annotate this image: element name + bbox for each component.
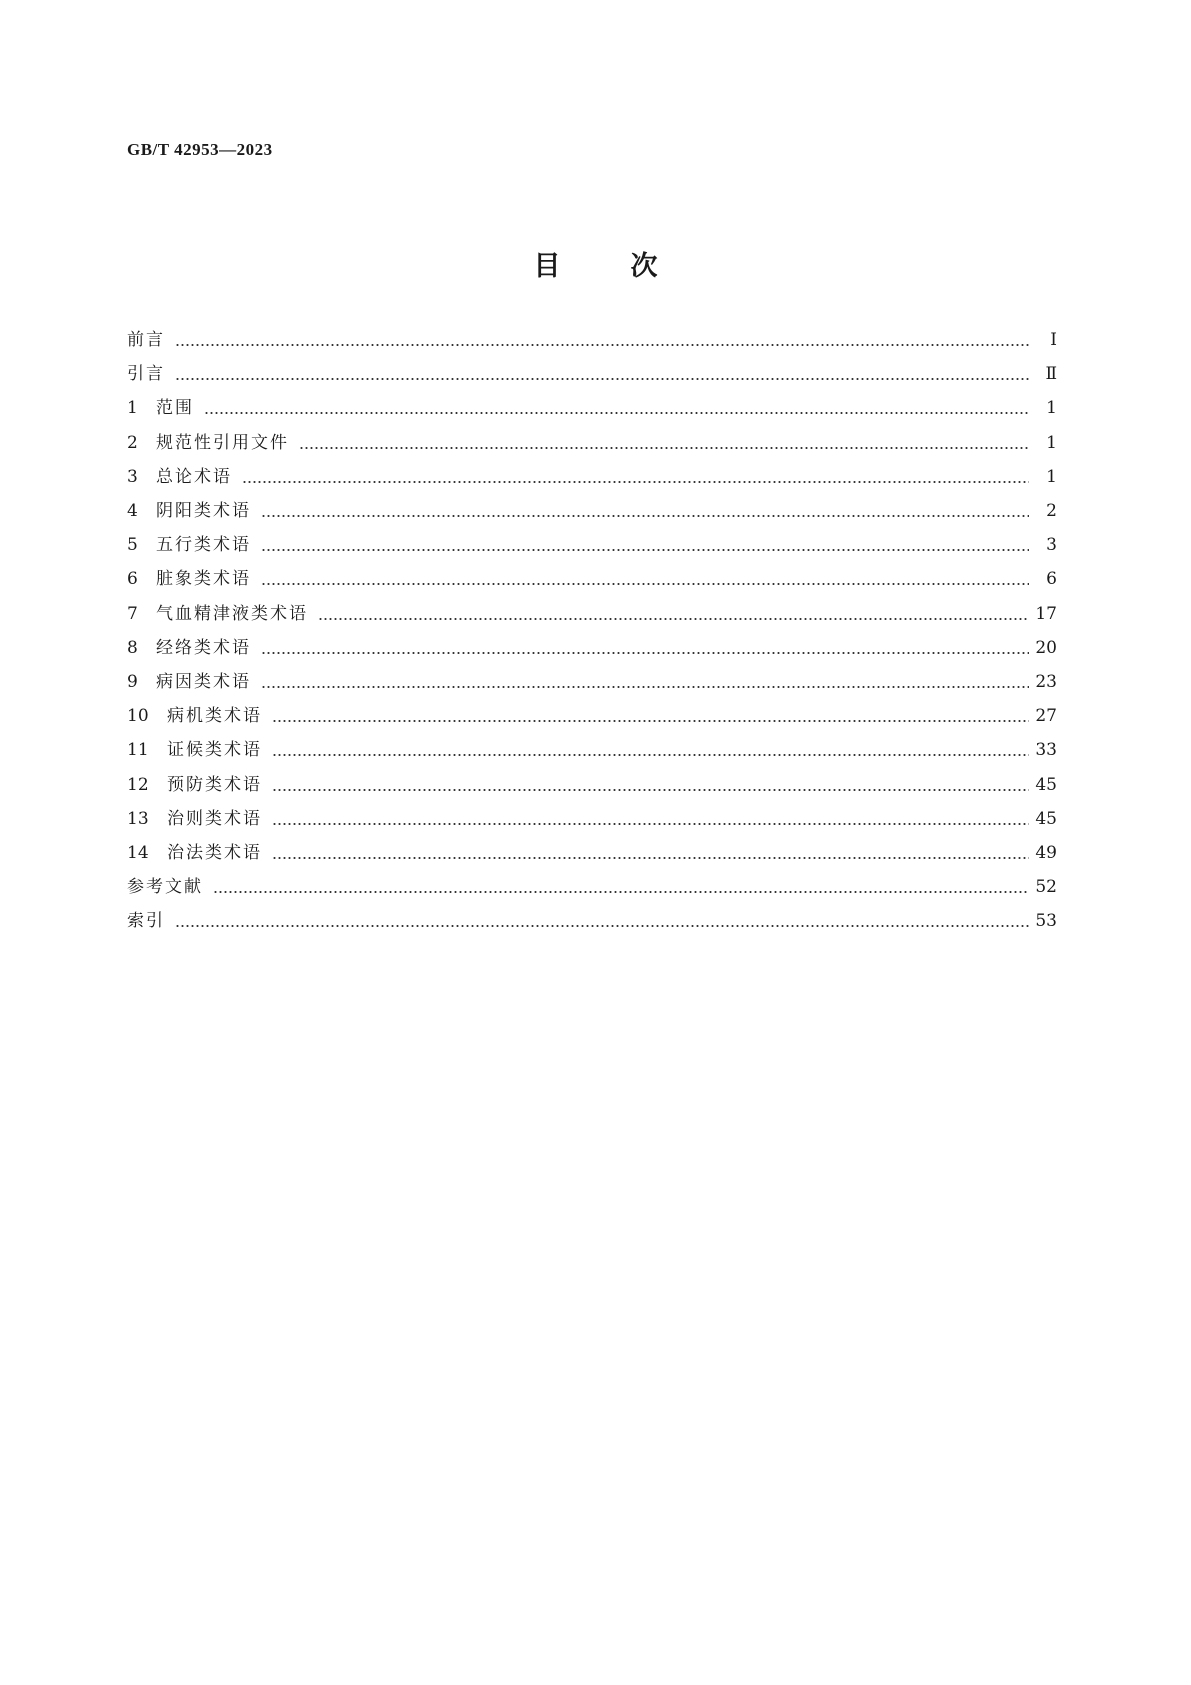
toc-dot-leader (261, 514, 1029, 518)
standard-code: GB/T 42953—2023 (127, 140, 273, 159)
toc-entry-page: 2 (1046, 501, 1057, 521)
toc-entry[interactable] (127, 361, 1057, 387)
toc-entry-number: 12 (127, 774, 149, 795)
toc-dot-leader (272, 719, 1029, 723)
toc-entry-label: 规范性引用文件 (156, 432, 289, 453)
toc-entry-page: 1 (1046, 432, 1057, 453)
toc-dot-leader (272, 856, 1029, 860)
toc-entry-label: 证候类术语 (167, 740, 262, 761)
toc-dot-leader (272, 753, 1029, 757)
toc-entry-page: 49 (1035, 843, 1057, 863)
toc-entry-label: 病因类术语 (156, 672, 251, 692)
toc-dot-leader (299, 446, 1029, 450)
toc-entry-page: 33 (1035, 740, 1057, 761)
toc-entry-page: Ⅰ (1050, 330, 1057, 350)
toc-entry-number: 10 (127, 706, 149, 727)
toc-entry-label: 五行类术语 (156, 535, 251, 556)
toc-entry[interactable] (127, 737, 1057, 763)
toc-entry[interactable] (127, 635, 1057, 661)
toc-entry[interactable] (127, 464, 1057, 490)
toc-entry-number: 7 (127, 603, 138, 624)
toc-entry-page: 45 (1035, 808, 1057, 829)
toc-dot-leader (318, 617, 1029, 621)
toc-dot-leader (213, 890, 1029, 894)
toc-entry[interactable] (127, 806, 1057, 832)
toc-entry-number: 1 (127, 398, 138, 419)
toc-entry-label: 治法类术语 (167, 843, 262, 863)
toc-entry-label: 阴阳类术语 (156, 501, 251, 521)
toc-dot-leader (242, 480, 1029, 484)
toc-entry-page: 1 (1046, 398, 1057, 419)
toc-entry[interactable] (127, 498, 1057, 524)
toc-entry-label: 范围 (156, 398, 194, 419)
toc-entry[interactable] (127, 703, 1057, 729)
toc-entry-page: Ⅱ (1045, 364, 1057, 385)
toc-entry-label: 总论术语 (156, 466, 232, 487)
toc-entry[interactable] (127, 566, 1057, 592)
toc-entry-page: 53 (1035, 911, 1057, 932)
toc-entry-label: 引言 (127, 364, 165, 385)
toc-entry-number: 3 (127, 466, 138, 487)
toc-entry-label: 脏象类术语 (156, 569, 251, 590)
toc-entry-page: 52 (1035, 877, 1057, 898)
toc-entry-page: 3 (1046, 535, 1057, 556)
toc-entry-label: 气血精津液类术语 (156, 603, 308, 624)
toc-entry-number: 4 (127, 501, 138, 521)
toc-dot-leader (204, 411, 1029, 415)
toc-entry[interactable] (127, 532, 1057, 558)
toc-entry-label: 病机类术语 (167, 706, 262, 727)
toc-entry[interactable] (127, 874, 1057, 900)
toc-entry-number: 6 (127, 569, 138, 590)
toc-entry-page: 1 (1046, 466, 1057, 487)
toc-entry-label: 经络类术语 (156, 637, 251, 658)
page-title (0, 244, 1191, 283)
toc-entry-number: 5 (127, 535, 138, 556)
toc-dot-leader (272, 822, 1029, 826)
toc-entry-number: 11 (127, 740, 149, 761)
toc-entry[interactable] (127, 327, 1057, 353)
toc-entry-label: 治则类术语 (167, 808, 262, 829)
toc-dot-leader (261, 685, 1029, 689)
toc-entry-label: 参考文献 (127, 877, 203, 898)
toc-entry-page: 6 (1046, 569, 1057, 590)
toc-dot-leader (175, 377, 1029, 381)
toc-entry[interactable] (127, 395, 1057, 421)
toc-dot-leader (175, 343, 1029, 347)
toc-dot-leader (175, 924, 1029, 928)
toc-entry-number: 14 (127, 843, 149, 863)
toc-dot-leader (261, 548, 1029, 552)
toc-entry[interactable] (127, 772, 1057, 798)
toc-entry[interactable] (127, 840, 1057, 866)
toc-entry-label: 预防类术语 (167, 774, 262, 795)
title-char-2: 次 (630, 251, 658, 282)
toc-entry[interactable] (127, 908, 1057, 934)
toc-entry-page: 17 (1035, 603, 1057, 624)
toc-entry-page: 27 (1035, 706, 1057, 727)
toc-entry[interactable] (127, 430, 1057, 456)
toc-dot-leader (261, 582, 1029, 586)
toc-entry-number: 9 (127, 672, 138, 692)
toc-entry-page: 23 (1035, 672, 1057, 692)
toc-dot-leader (261, 651, 1029, 655)
toc-entry-label: 前言 (127, 330, 165, 350)
toc-entry-number: 2 (127, 432, 138, 453)
toc-entry[interactable] (127, 601, 1057, 627)
toc-entry-label: 索引 (127, 911, 165, 932)
toc-dot-leader (272, 788, 1029, 792)
toc-entry-page: 45 (1035, 774, 1057, 795)
title-char-1: 目 (533, 251, 561, 282)
toc-entry-number: 8 (127, 637, 138, 658)
toc-entry-page: 20 (1035, 637, 1057, 658)
toc-entry[interactable] (127, 669, 1057, 695)
toc-entry-number: 13 (127, 808, 149, 829)
